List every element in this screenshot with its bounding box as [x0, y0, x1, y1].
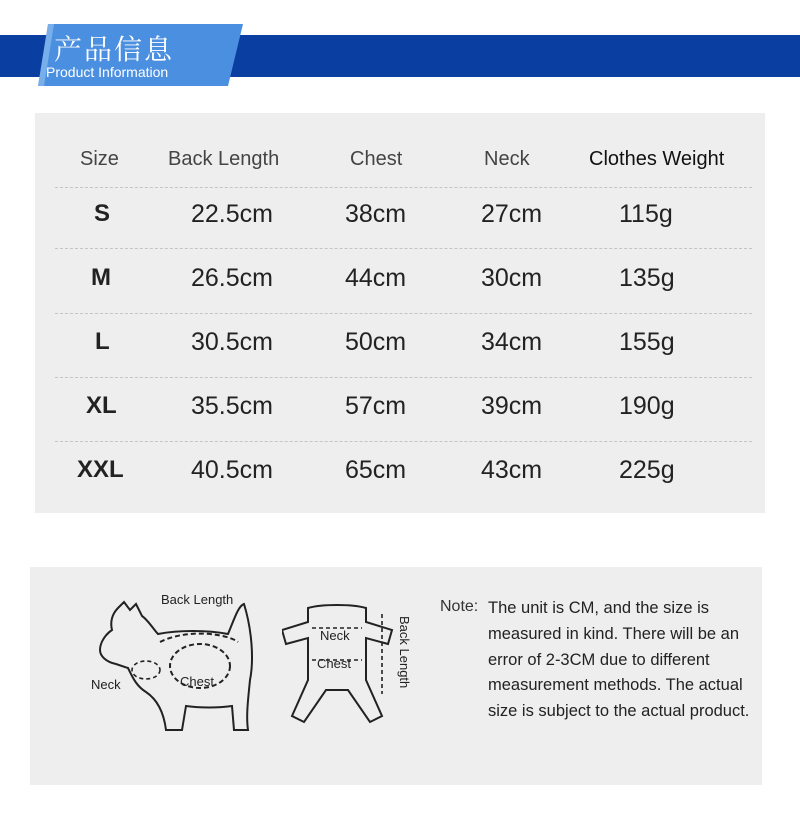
chest-cell: 57cm [345, 392, 407, 420]
dog-label-back-length: Back Length [161, 592, 234, 607]
size-cell: XL [86, 392, 117, 419]
column-header-neck: Neck [484, 148, 530, 170]
size-cell: L [95, 328, 110, 355]
column-header-back-length: Back Length [168, 148, 280, 170]
page-title: 产品信息 [54, 33, 175, 66]
table-row [0, 264, 800, 328]
back-length-cell: 22.5cm [191, 200, 273, 228]
neck-cell: 30cm [481, 264, 543, 292]
chest-cell: 65cm [345, 456, 407, 484]
garment-label-neck: Neck [320, 628, 350, 643]
weight-cell: 155g [619, 328, 675, 356]
table-row [0, 200, 800, 264]
note-text: The unit is CM, and the size is measured in kind. There will be an error of 2-3CM due to different measurement methods. The actual size is subject to the actual product. [488, 599, 750, 721]
weight-cell: 190g [619, 392, 675, 420]
neck-cell: 43cm [481, 456, 543, 484]
dog-label-neck: Neck [91, 677, 121, 692]
row-divider [55, 441, 752, 442]
size-cell: S [94, 200, 111, 227]
neck-cell: 27cm [481, 200, 543, 228]
back-length-cell: 40.5cm [191, 456, 273, 484]
size-cell: M [91, 264, 111, 291]
note-label: Note: [440, 598, 479, 615]
garment-label-chest: Chest [317, 656, 351, 671]
chest-cell: 44cm [345, 264, 407, 292]
chest-cell: 50cm [345, 328, 407, 356]
dog-silhouette-icon [88, 590, 268, 740]
table-row [0, 456, 800, 520]
neck-cell: 34cm [481, 328, 543, 356]
table-row [0, 392, 800, 456]
column-header-chest: Chest [350, 148, 403, 170]
back-length-cell: 35.5cm [191, 392, 273, 420]
column-header-clothes-weight: Clothes Weight [589, 148, 725, 170]
neck-cell: 39cm [481, 392, 543, 420]
row-divider [55, 377, 752, 378]
table-row [0, 328, 800, 392]
back-length-cell: 26.5cm [191, 264, 273, 292]
row-divider [55, 187, 752, 188]
garment-label-back-length: Back Length [397, 616, 412, 689]
chest-cell: 38cm [345, 200, 407, 228]
row-divider [55, 248, 752, 249]
page-subtitle: Product Information [46, 64, 169, 80]
row-divider [55, 313, 752, 314]
weight-cell: 115g [619, 200, 673, 228]
weight-cell: 135g [619, 264, 675, 292]
size-cell: XXL [77, 456, 124, 483]
weight-cell: 225g [619, 456, 675, 484]
column-header-size: Size [80, 148, 119, 170]
dog-label-chest: Chest [180, 674, 214, 689]
back-length-cell: 30.5cm [191, 328, 273, 356]
